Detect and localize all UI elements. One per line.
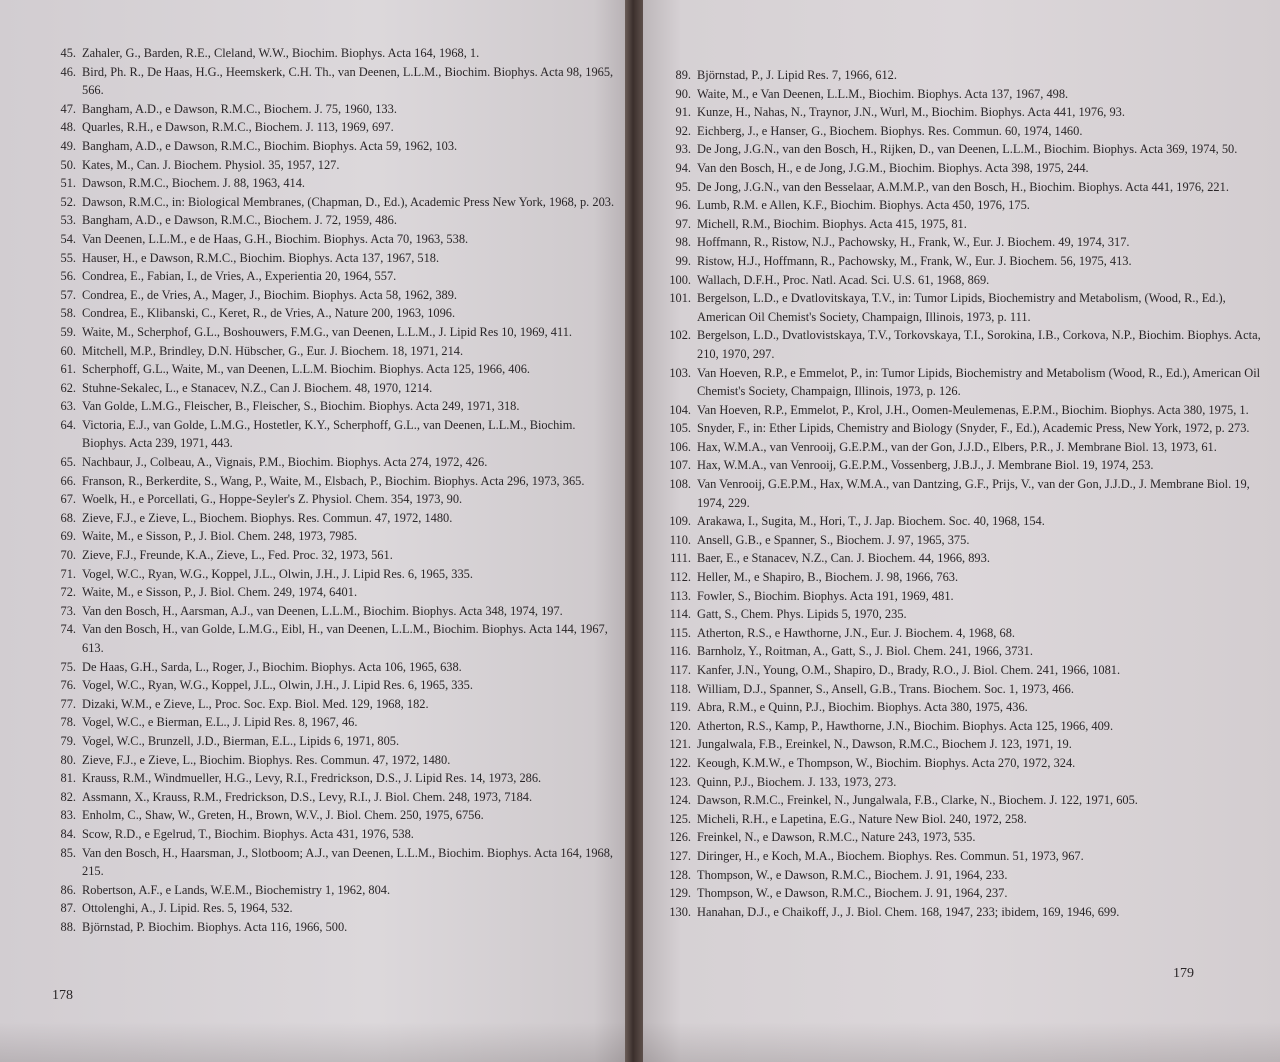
reference-number: 121.: [669, 737, 691, 752]
reference-text: De Haas, G.H., Sarda, L., Roger, J., Biochim. Biophys. Acta 106, 1965, 638.: [82, 659, 462, 674]
reference-text: Kanfer, J.N., Young, O.M., Shapiro, D., Brady, R.O., J. Biol. Chem. 241, 1966, 1081.: [697, 663, 1121, 677]
reference-text: Hauser, H., e Dawson, R.M.C., Biochim. Biophys. Acta 137, 1967, 518.: [82, 250, 440, 265]
reference-number: 77.: [60, 696, 76, 711]
reference-list-right: [667, 66, 1263, 921]
reference-item: [48, 620, 616, 657]
reference-text: Van Hoeven, R.P., Emmelot, P., Krol, J.H., Oomen-Meulemenas, E.P.M., Biochim. Biophys. Acta 380, 1975, 1.: [697, 402, 1249, 417]
reference-number: 125.: [669, 811, 691, 826]
reference-text: Snyder, F., in: Ether Lipids, Chemistry and Biology (Snyder, F., Ed.), Academic Press, New York, 1972, p. 273.: [697, 421, 1250, 436]
reference-text: Franson, R., Berkerdite, S., Wang, P., Waite, M., Elsbach, P., Biochim. Biophys. Acta 296, 1973, 365.: [82, 473, 585, 488]
reference-item: [48, 249, 616, 268]
left-page: [0, 0, 625, 1062]
reference-text: De Jong, J.G.N., van den Besselaar, A.M.M.P., van den Bosch, H., Biochim. Biophys. Acta 441, 1976, 221.: [697, 179, 1229, 194]
reference-number: 94.: [675, 160, 691, 175]
reference-item: [667, 624, 1263, 643]
reference-text: Condrea, E., de Vries, A., Mager, J., Biochim. Biophys. Acta 58, 1962, 389.: [82, 287, 458, 302]
reference-text: Björnstad, P. Biochim. Biophys. Acta 116, 1966, 500.: [82, 919, 348, 934]
reference-item: [48, 881, 616, 900]
reference-number: 118.: [669, 681, 691, 696]
reference-text: Hax, W.M.A., van Venrooij, G.E.P.M., Vossenberg, J.B.J., J. Membrane Biol. 19, 1974, 253.: [697, 458, 1154, 473]
reference-text: Ottolenghi, A., J. Lipid. Res. 5, 1964, 532.: [82, 901, 293, 916]
reference-text: Stuhne-Sekalec, L., e Stanacev, N.Z., Can J. Biochem. 48, 1970, 1214.: [82, 380, 433, 395]
reference-item: [667, 698, 1263, 717]
reference-text: Van den Bosch, H., Haarsman, J., Slotboom; A.J., van Deenen, L.L.M., Biochim. Biophys. Acta 164, 1968, 215.: [82, 845, 614, 879]
reference-number: 79.: [60, 733, 76, 748]
reference-number: 76.: [60, 678, 76, 693]
reference-text: Heller, M., e Shapiro, B., Biochem. J. 98, 1966, 763.: [697, 570, 959, 585]
reference-number: 47.: [60, 101, 76, 116]
reference-number: 128.: [669, 867, 691, 882]
reference-number: 93.: [675, 142, 691, 157]
reference-number: 58.: [60, 306, 76, 321]
reference-number: 107.: [669, 458, 691, 473]
reference-item: [48, 342, 616, 361]
reference-text: Scherphoff, G.L., Waite, M., van Deenen, L.L.M. Biochim. Biophys. Acta 125, 1966, 406.: [82, 362, 530, 377]
reference-number: 114.: [669, 607, 691, 622]
reference-text: Diringer, H., e Koch, M.A., Biochem. Biophys. Res. Commun. 51, 1973, 967.: [697, 848, 1084, 863]
reference-text: Dawson, R.M.C., Freinkel, N., Jungalwala, F.B., Clarke, N., Biochem. J. 122, 1971, 605.: [697, 793, 1138, 808]
reference-text: Keough, K.M.W., e Thompson, W., Biochim. Biophys. Acta 270, 1972, 324.: [697, 755, 1076, 770]
reference-text: Atherton, R.S., e Hawthorne, J.N., Eur. J. Biochem. 4, 1968, 68.: [697, 625, 1015, 640]
reference-item: [48, 379, 616, 398]
reference-item: [48, 527, 616, 546]
reference-item: [667, 605, 1263, 624]
reference-number: 72.: [60, 585, 76, 600]
reference-text: Fowler, S., Biochim. Biophys. Acta 191, 1969, 481.: [697, 588, 954, 603]
reference-number: 88.: [60, 919, 76, 934]
page-number-left: 178: [52, 988, 73, 1003]
reference-number: 65.: [60, 455, 76, 470]
reference-text: Vogel, W.C., Brunzell, J.D., Bierman, E.L., Lipids 6, 1971, 805.: [82, 733, 400, 748]
reference-item: [48, 899, 616, 918]
reference-text: Gatt, S., Chem. Phys. Lipids 5, 1970, 235.: [697, 607, 907, 622]
reference-item: [667, 66, 1263, 85]
reference-number: 59.: [60, 324, 76, 339]
page-shadow-right: [643, 1022, 1280, 1062]
reference-text: Wallach, D.F.H., Proc. Natl. Acad. Sci. U.S. 61, 1968, 869.: [697, 272, 990, 287]
reference-item: [667, 178, 1263, 197]
reference-number: 105.: [669, 421, 691, 436]
reference-item: [667, 735, 1263, 754]
reference-text: Bangham, A.D., e Dawson, R.M.C., Biochem. J. 72, 1959, 486.: [82, 213, 397, 228]
reference-text: Barnholz, Y., Roitman, A., Gatt, S., J. Biol. Chem. 241, 1966, 3731.: [697, 644, 1033, 659]
reference-text: Thompson, W., e Dawson, R.M.C., Biochem. J. 91, 1964, 237.: [697, 886, 1008, 901]
reference-text: Bangham, A.D., e Dawson, R.M.C., Biochem. J. 75, 1960, 133.: [82, 101, 397, 116]
reference-number: 45.: [60, 46, 76, 60]
reference-item: [48, 844, 616, 881]
reference-number: 100.: [669, 272, 691, 287]
reference-item: [667, 419, 1263, 438]
reference-text: Jungalwala, F.B., Ereinkel, N., Dawson, R.M.C., Biochem J. 123, 1971, 19.: [697, 737, 1072, 752]
reference-item: [48, 156, 616, 175]
reference-text: Van Hoeven, R.P., e Emmelot, P., in: Tumor Lipids, Biochemistry and Metabolism (Wood, R., Ed.), American Oil Chemist's Society, Champaign, Illinois, 1973, p. 126.: [697, 365, 1261, 399]
reference-text: Vogel, W.C., Ryan, W.G., Koppel, J.L., Olwin, J.H., J. Lipid Res. 6, 1965, 335.: [82, 566, 473, 581]
reference-number: 61.: [60, 362, 76, 377]
reference-item: [667, 773, 1263, 792]
reference-text: Ristow, H.J., Hoffmann, R., Pachowsky, M., Frank, W., Eur. J. Biochem. 56, 1975, 413.: [697, 253, 1132, 268]
reference-text: Van Venrooij, G.E.P.M., Hax, W.M.A., van Dantzing, G.F., Prijs, V., van der Gon, J.J.D., J. Membrane Biol. 19, 1974, 229.: [697, 477, 1250, 510]
reference-text: Arakawa, I., Sugita, M., Hori, T., J. Jap. Biochem. Soc. 40, 1968, 154.: [697, 514, 1045, 529]
reference-text: Zieve, F.J., e Zieve, L., Biochem. Biophys. Res. Commun. 47, 1972, 1480.: [82, 510, 453, 525]
reference-number: 63.: [60, 399, 76, 414]
reference-text: Abra, R.M., e Quinn, P.J., Biochim. Biophys. Acta 380, 1975, 436.: [697, 700, 1028, 715]
reference-text: Björnstad, P., J. Lipid Res. 7, 1966, 612.: [697, 68, 897, 82]
reference-text: Van den Bosch, H., van Golde, L.M.G., Eibl, H., van Deenen, L.L.M., Biochim. Biophys. Acta 144, 1967, 613.: [82, 622, 608, 655]
reference-text: Kunze, H., Nahas, N., Traynor, J.N., Wurl, M., Biochim. Biophys. Acta 441, 1976, 93.: [697, 105, 1125, 120]
reference-text: Enholm, C., Shaw, W., Greten, H., Brown, W.V., J. Biol. Chem. 250, 1975, 6756.: [82, 808, 484, 823]
reference-text: Bird, Ph. R., De Haas, H.G., Heemskerk, C.H. Th., van Deenen, L.L.M., Biochim. Biophys. Acta 98, 1965, 566.: [82, 64, 614, 98]
reference-number: 106.: [669, 439, 691, 454]
reference-item: [48, 397, 616, 416]
reference-item: [667, 680, 1263, 699]
reference-item: [667, 754, 1263, 773]
reference-number: 123.: [669, 774, 691, 789]
reference-number: 52.: [60, 194, 76, 209]
reference-number: 113.: [669, 588, 691, 603]
reference-number: 51.: [60, 176, 76, 191]
reference-text: Dawson, R.M.C., Biochem. J. 88, 1963, 414.: [82, 176, 306, 191]
reference-item: [48, 918, 616, 937]
reference-item: [667, 271, 1263, 290]
reference-number: 53.: [60, 213, 76, 228]
reference-number: 64.: [60, 417, 76, 432]
reference-item: [667, 791, 1263, 810]
reference-item: [48, 472, 616, 491]
reference-item: [48, 174, 616, 193]
reference-text: Zahaler, G., Barden, R.E., Cleland, W.W., Biochim. Biophys. Acta 164, 1968, 1.: [82, 46, 480, 60]
reference-item: [667, 642, 1263, 661]
reference-number: 48.: [60, 120, 76, 135]
reference-number: 90.: [675, 86, 691, 101]
reference-item: [667, 866, 1263, 885]
reference-text: Bangham, A.D., e Dawson, R.M.C., Biochim. Biophys. Acta 59, 1962, 103.: [82, 138, 458, 153]
reference-number: 68.: [60, 510, 76, 525]
reference-item: [48, 695, 616, 714]
reference-item: [48, 193, 616, 212]
reference-number: 108.: [669, 477, 691, 492]
reference-item: [667, 438, 1263, 457]
page-shadow-left: [0, 1022, 625, 1062]
reference-number: 89.: [675, 68, 691, 82]
reference-text: Kates, M., Can. J. Biochem. Physiol. 35, 1957, 127.: [82, 157, 340, 172]
reference-text: Victoria, E.J., van Golde, L.M.G., Hostetler, K.Y., Scherphoff, G.L., van Deenen, L.L.M., Biochim. Biophys. Acta 239, 1971, 443.: [82, 417, 576, 451]
reference-text: Krauss, R.M., Windmueller, H.G., Levy, R.I., Fredrickson, D.S., J. Lipid Res. 14, 1973, 286.: [82, 771, 542, 786]
reference-text: Baer, E., e Stanacev, N.Z., Can. J. Biochem. 44, 1966, 893.: [697, 551, 990, 566]
reference-item: [48, 267, 616, 286]
reference-text: Zieve, F.J., Freunde, K.A., Zieve, L., Fed. Proc. 32, 1973, 561.: [82, 548, 393, 563]
reference-item: [667, 159, 1263, 178]
reference-text: Van Deenen, L.L.M., e de Haas, G.H., Biochim. Biophys. Acta 70, 1963, 538.: [82, 231, 469, 246]
reference-number: 91.: [675, 105, 691, 120]
reference-item: [667, 828, 1263, 847]
reference-number: 98.: [675, 235, 691, 250]
reference-item: [667, 140, 1263, 159]
reference-number: 116.: [669, 644, 691, 659]
reference-item: [48, 230, 616, 249]
reference-number: 92.: [675, 123, 691, 138]
reference-item: [667, 401, 1263, 420]
reference-number: 99.: [675, 253, 691, 268]
reference-text: Van den Bosch, H., e de Jong, J.G.M., Biochim. Biophys. Acta 398, 1975, 244.: [697, 160, 1089, 175]
reference-item: [667, 215, 1263, 234]
reference-text: Micheli, R.H., e Lapetina, E.G., Nature New Biol. 240, 1972, 258.: [697, 811, 1027, 826]
reference-item: [48, 769, 616, 788]
reference-item: [48, 788, 616, 807]
reference-item: [667, 531, 1263, 550]
reference-number: 71.: [60, 566, 76, 581]
reference-item: [48, 137, 616, 156]
reference-number: 110.: [669, 532, 691, 547]
reference-text: Woelk, H., e Porcellati, G., Hoppe-Seyler's Z. Physiol. Chem. 354, 1973, 90.: [82, 492, 463, 507]
reference-text: Thompson, W., e Dawson, R.M.C., Biochem. J. 91, 1964, 233.: [697, 867, 1008, 882]
reference-text: Waite, M., e Van Deenen, L.L.M., Biochim. Biophys. Acta 137, 1967, 498.: [697, 86, 1069, 101]
reference-item: [48, 211, 616, 230]
reference-text: Waite, M., Scherphof, G.L., Boshouwers, F.M.G., van Deenen, L.L.M., J. Lipid Res 10, 1969, 411.: [82, 324, 573, 339]
reference-text: Dizaki, W.M., e Zieve, L., Proc. Soc. Exp. Biol. Med. 129, 1968, 182.: [82, 696, 429, 711]
reference-number: 57.: [60, 287, 76, 302]
reference-text: Lumb, R.M. e Allen, K.F., Biochim. Biophys. Acta 450, 1976, 175.: [697, 198, 1030, 213]
reference-item: [48, 565, 616, 584]
reference-item: [667, 289, 1263, 326]
reference-number: 54.: [60, 231, 76, 246]
reference-item: [48, 360, 616, 379]
reference-number: 81.: [60, 771, 76, 786]
reference-item: [667, 847, 1263, 866]
reference-number: 60.: [60, 343, 76, 358]
reference-item: [667, 122, 1263, 141]
reference-number: 46.: [60, 64, 76, 79]
right-page: [643, 0, 1280, 1062]
reference-text: Quarles, R.H., e Dawson, R.M.C., Biochem. J. 113, 1969, 697.: [82, 120, 394, 135]
reference-text: Condrea, E., Fabian, I., de Vries, A., Experientia 20, 1964, 557.: [82, 269, 397, 284]
reference-number: 85.: [60, 845, 76, 860]
reference-number: 119.: [669, 700, 691, 715]
reference-item: [48, 118, 616, 137]
reference-item: [48, 602, 616, 621]
reference-item: [48, 546, 616, 565]
reference-number: 74.: [60, 622, 76, 637]
reference-text: Nachbaur, J., Colbeau, A., Vignais, P.M., Biochim. Biophys. Acta 274, 1972, 426.: [82, 455, 488, 470]
reference-text: Mitchell, M.P., Brindley, D.N. Hübscher, G., Eur. J. Biochem. 18, 1971, 214.: [82, 343, 464, 358]
reference-item: [48, 751, 616, 770]
reference-item: [667, 85, 1263, 104]
reference-item: [667, 456, 1263, 475]
reference-number: 129.: [669, 886, 691, 901]
reference-number: 102.: [669, 328, 691, 343]
reference-item: [48, 825, 616, 844]
reference-item: [667, 903, 1263, 922]
reference-text: Hanahan, D.J., e Chaikoff, J., J. Biol. Chem. 168, 1947, 233; ibidem, 169, 1946, 699.: [697, 904, 1120, 919]
page-number-right: 179: [1173, 966, 1194, 981]
reference-number: 69.: [60, 529, 76, 544]
reference-number: 75.: [60, 659, 76, 674]
reference-item: [667, 587, 1263, 606]
reference-text: Assmann, X., Krauss, R.M., Fredrickson, D.S., Levy, R.I., J. Biol. Chem. 248, 1973, 7184.: [82, 789, 533, 804]
reference-item: [667, 252, 1263, 271]
reference-text: Robertson, A.F., e Lands, W.E.M., Biochemistry 1, 1962, 804.: [82, 882, 391, 897]
reference-item: [667, 661, 1263, 680]
reference-number: 95.: [675, 179, 691, 194]
reference-number: 67.: [60, 492, 76, 507]
reference-item: [48, 323, 616, 342]
reference-item: [48, 490, 616, 509]
reference-text: Atherton, R.S., Kamp, P., Hawthorne, J.N., Biochim. Biophys. Acta 125, 1966, 409.: [697, 718, 1114, 733]
reference-number: 84.: [60, 826, 76, 841]
reference-number: 49.: [60, 138, 76, 153]
reference-item: [48, 713, 616, 732]
reference-item: [48, 676, 616, 695]
reference-text: Bergelson, L.D., e Dvatlovitskaya, T.V., in: Tumor Lipids, Biochemistry and Metabolism, (Wood, R., Ed.), American Oil Chemist's Society, Champaign, Illinois, 1973, p. 111.: [697, 291, 1226, 324]
reference-text: Freinkel, N., e Dawson, R.M.C., Nature 243, 1973, 535.: [697, 830, 976, 845]
reference-text: Ansell, G.B., e Spanner, S., Biochem. J. 97, 1965, 375.: [697, 532, 970, 547]
reference-number: 83.: [60, 808, 76, 823]
reference-text: Vogel, W.C., e Bierman, E.L., J. Lipid Res. 8, 1967, 46.: [82, 715, 358, 730]
reference-item: [48, 509, 616, 528]
reference-text: William, D.J., Spanner, S., Ansell, G.B., Trans. Biochem. Soc. 1, 1973, 466.: [697, 681, 1074, 696]
reference-item: [667, 512, 1263, 531]
reference-item: [667, 103, 1263, 122]
reference-item: [667, 810, 1263, 829]
reference-list-left: [48, 44, 616, 937]
reference-number: 82.: [60, 789, 76, 804]
reference-text: Michell, R.M., Biochim. Biophys. Acta 415, 1975, 81.: [697, 216, 967, 231]
reference-text: Bergelson, L.D., Dvatlovistskaya, T.V., Torkovskaya, T.I., Sorokina, I.B., Corkova, N.P., Biochim. Biophys. Acta, 210, 1970, 297.: [697, 328, 1261, 361]
reference-text: Scow, R.D., e Egelrud, T., Biochim. Biophys. Acta 431, 1976, 538.: [82, 826, 414, 841]
reference-text: Eichberg, J., e Hanser, G., Biochem. Biophys. Res. Commun. 60, 1974, 1460.: [697, 123, 1083, 138]
reference-item: [48, 732, 616, 751]
reference-text: Hoffmann, R., Ristow, N.J., Pachowsky, H., Frank, W., Eur. J. Biochem. 49, 1974, 317.: [697, 235, 1130, 250]
reference-number: 50.: [60, 157, 76, 172]
reference-number: 62.: [60, 380, 76, 395]
reference-number: 115.: [669, 625, 691, 640]
reference-item: [48, 658, 616, 677]
reference-item: [48, 304, 616, 323]
reference-item: [48, 100, 616, 119]
reference-number: 80.: [60, 752, 76, 767]
reference-number: 78.: [60, 715, 76, 730]
reference-number: 124.: [669, 793, 691, 808]
reference-number: 97.: [675, 216, 691, 231]
reference-number: 103.: [669, 365, 691, 380]
reference-text: Dawson, R.M.C., in: Biological Membranes, (Chapman, D., Ed.), Academic Press New York, 1968, p. 203.: [82, 194, 615, 209]
reference-item: [48, 44, 616, 63]
reference-item: [48, 416, 616, 453]
reference-item: [48, 806, 616, 825]
reference-number: 66.: [60, 473, 76, 488]
reference-number: 117.: [669, 663, 691, 677]
reference-number: 127.: [669, 848, 691, 863]
reference-text: Zieve, F.J., e Zieve, L., Biochim. Biophys. Res. Commun. 47, 1972, 1480.: [82, 752, 451, 767]
reference-item: [48, 583, 616, 602]
book-gutter: [625, 0, 643, 1062]
reference-item: [48, 63, 616, 100]
reference-number: 120.: [669, 718, 691, 733]
reference-item: [667, 884, 1263, 903]
reference-text: Hax, W.M.A., van Venrooij, G.E.P.M., van der Gon, J.J.D., Elbers, P.R., J. Membrane Biol. 13, 1973, 61.: [697, 439, 1217, 454]
reference-item: [48, 286, 616, 305]
reference-item: [667, 196, 1263, 215]
reference-text: Waite, M., e Sisson, P., J. Biol. Chem. 248, 1973, 7985.: [82, 529, 358, 544]
reference-item: [667, 475, 1263, 512]
reference-text: Vogel, W.C., Ryan, W.G., Koppel, J.L., Olwin, J.H., J. Lipid Res. 6, 1965, 335.: [82, 678, 473, 693]
reference-number: 104.: [669, 402, 691, 417]
reference-number: 109.: [669, 514, 691, 529]
reference-number: 70.: [60, 548, 76, 563]
reference-item: [667, 568, 1263, 587]
reference-number: 87.: [60, 901, 76, 916]
reference-item: [667, 717, 1263, 736]
reference-number: 101.: [669, 291, 691, 306]
reference-text: Van den Bosch, H., Aarsman, A.J., van Deenen, L.L.M., Biochim. Biophys. Acta 348, 1974, 197.: [82, 603, 563, 618]
reference-number: 86.: [60, 882, 76, 897]
reference-text: Van Golde, L.M.G., Fleischer, B., Fleischer, S., Biochim. Biophys. Acta 249, 1971, 318.: [82, 399, 520, 414]
reference-item: [667, 233, 1263, 252]
reference-text: De Jong, J.G.N., van den Bosch, H., Rijken, D., van Deenen, L.L.M., Biochim. Biophys. Acta 369, 1974, 50.: [697, 142, 1238, 157]
reference-number: 73.: [60, 603, 76, 618]
reference-number: 130.: [669, 904, 691, 919]
reference-number: 96.: [675, 198, 691, 213]
reference-item: [48, 453, 616, 472]
reference-number: 111.: [670, 551, 691, 566]
reference-number: 56.: [60, 269, 76, 284]
reference-number: 126.: [669, 830, 691, 845]
reference-text: Condrea, E., Klibanski, C., Keret, R., de Vries, A., Nature 200, 1963, 1096.: [82, 306, 456, 321]
reference-item: [667, 326, 1263, 363]
reference-item: [667, 549, 1263, 568]
reference-number: 112.: [669, 570, 691, 585]
reference-item: [667, 364, 1263, 401]
reference-text: Quinn, P.J., Biochem. J. 133, 1973, 273.: [697, 774, 897, 789]
reference-text: Waite, M., e Sisson, P., J. Biol. Chem. 249, 1974, 6401.: [82, 585, 358, 600]
reference-number: 122.: [669, 755, 691, 770]
reference-number: 55.: [60, 250, 76, 265]
